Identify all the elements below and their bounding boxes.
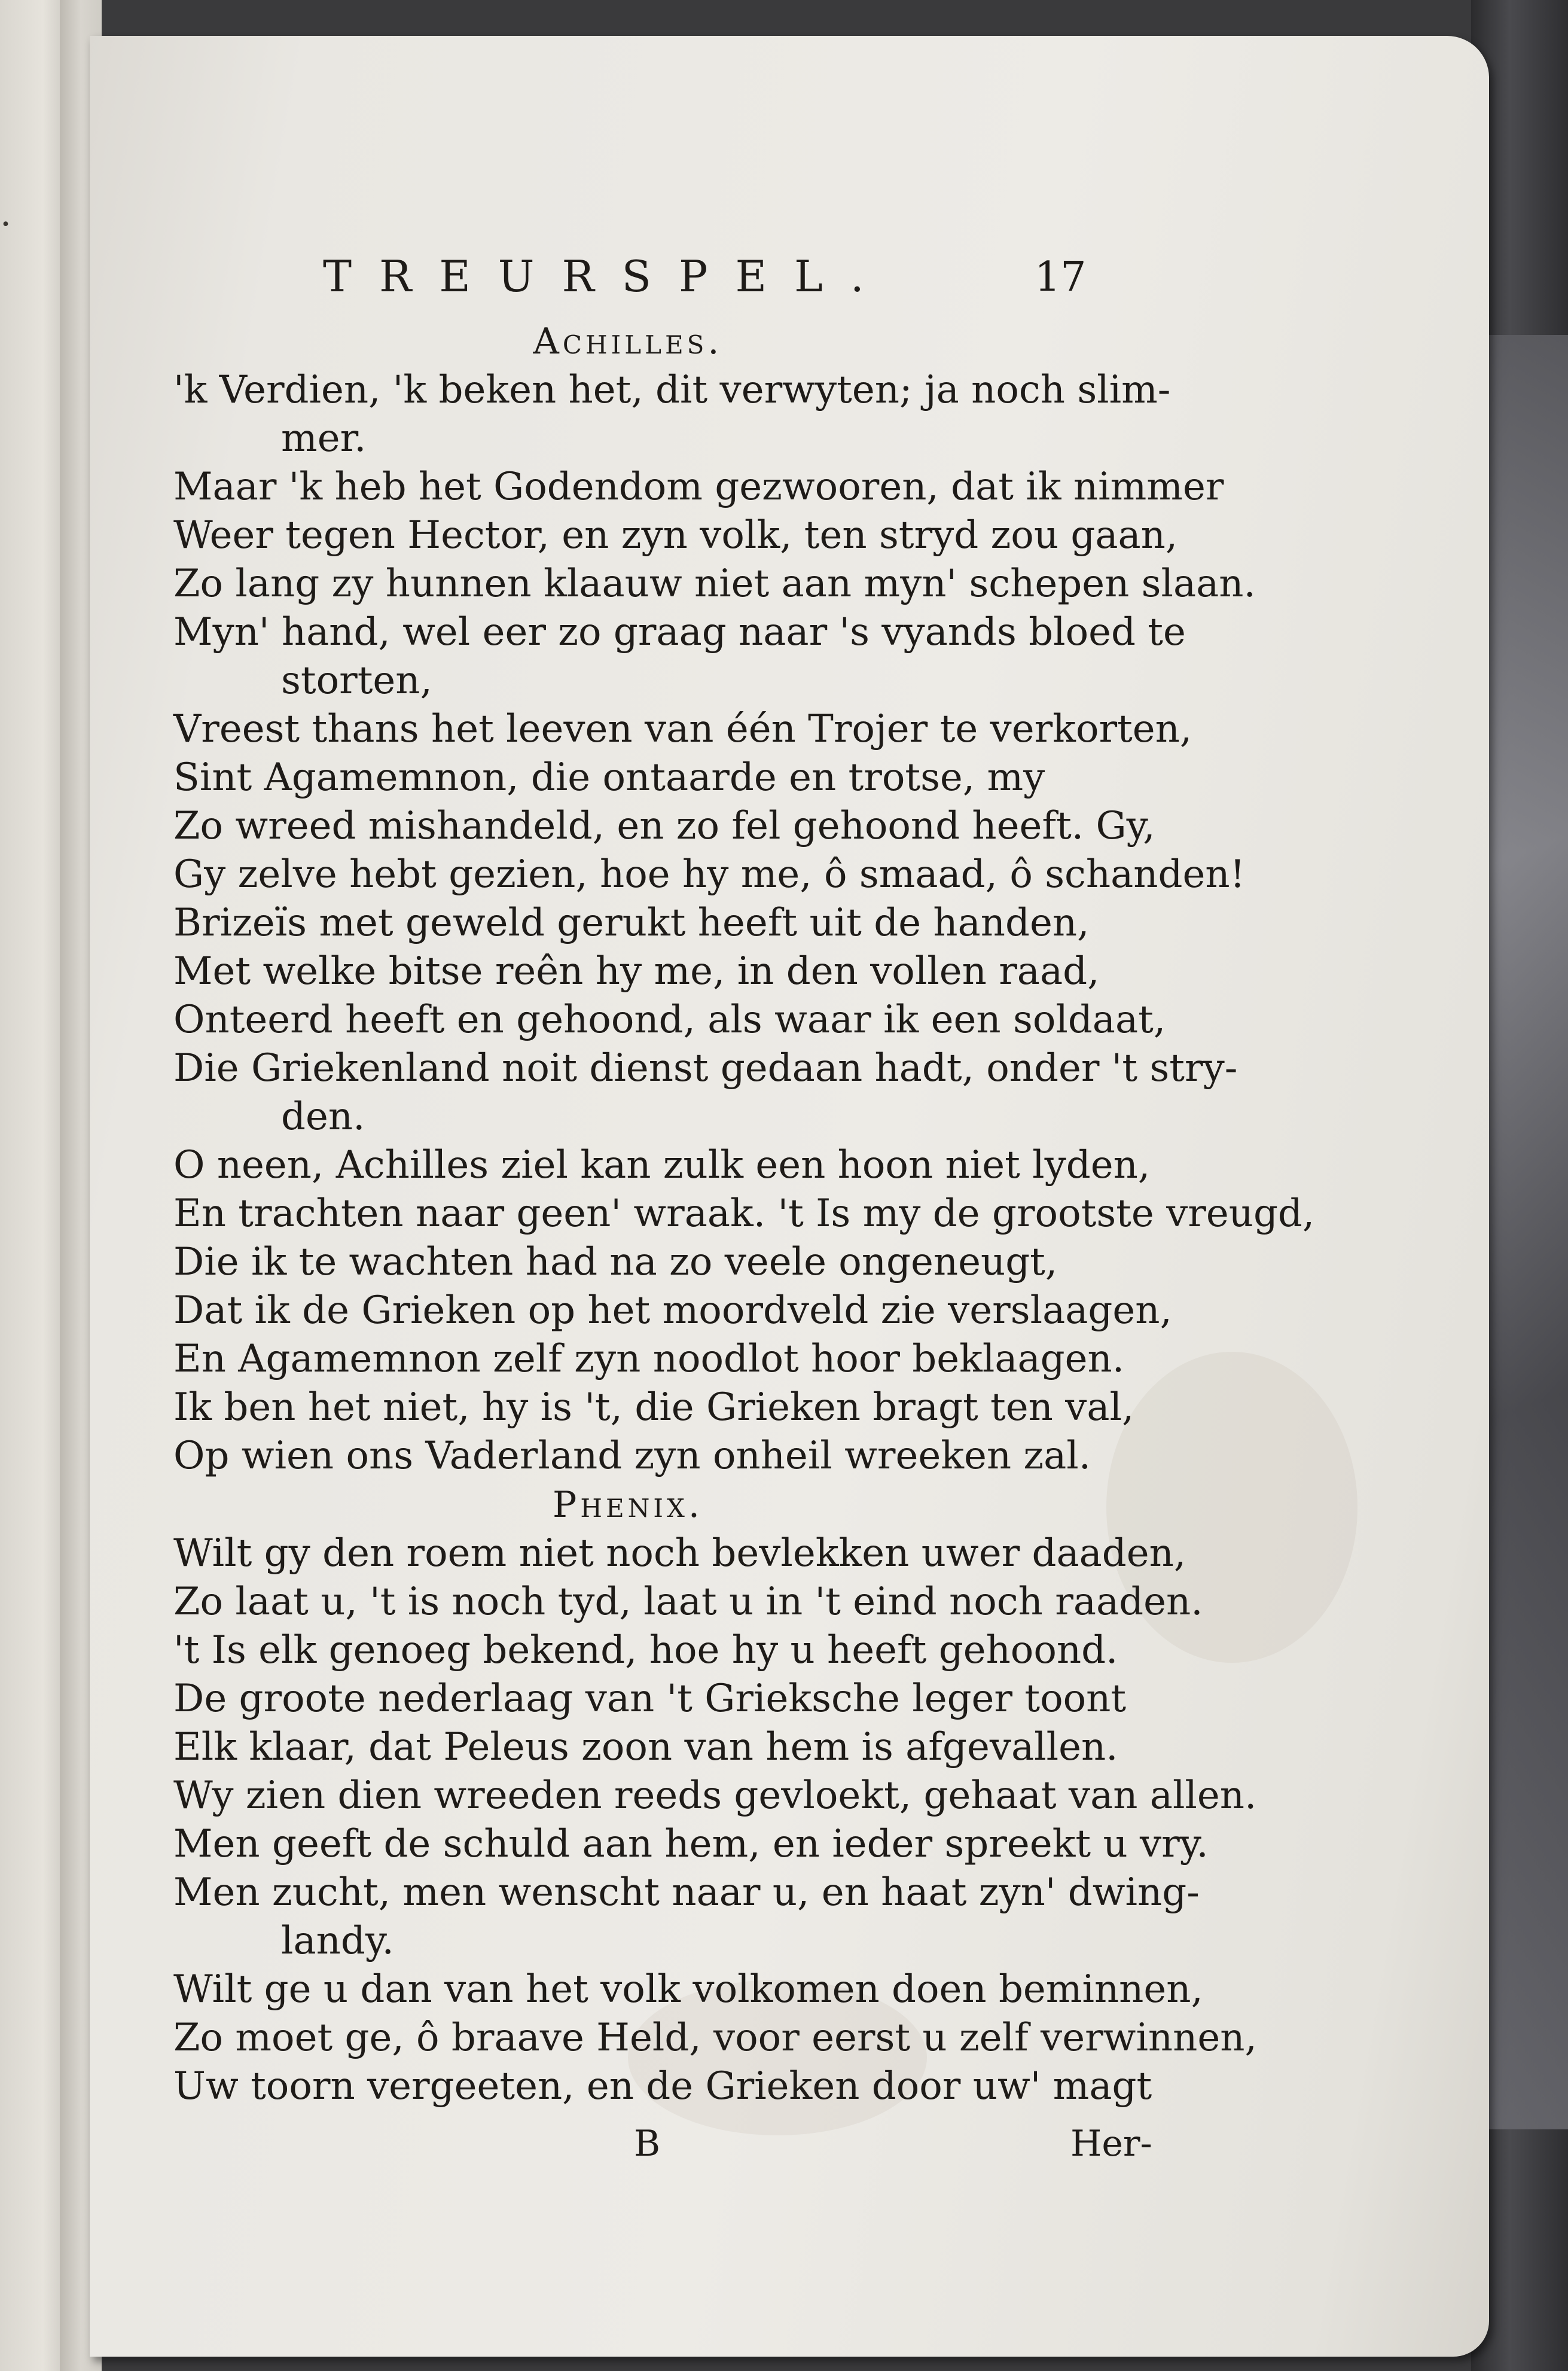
- verse-line: Weer tegen Hector, en zyn volk, ten stryd zou gaan,: [173, 513, 1178, 557]
- dialogue: [173, 317, 1315, 2111]
- verse-line: Ik ben het niet, hy is 't, die Grieken bragt ten val,: [173, 1385, 1134, 1430]
- verse-line: Zo laat u, 't is noch tyd, laat u in 't eind noch raaden.: [173, 1580, 1203, 1624]
- verse-line: Maar 'k heb het Godendom gezwooren, dat ik nimmer: [173, 465, 1224, 509]
- verse-line: 't Is elk genoeg bekend, hoe hy u heeft gehoond.: [173, 1628, 1118, 1672]
- verse-line: mer.: [281, 416, 367, 461]
- verse-line: Myn' hand, wel eer zo graag naar 's vyands bloed te: [173, 610, 1186, 654]
- verse-line: Die Griekenland noit dienst gedaan hadt, onder 't stry-: [173, 1046, 1238, 1090]
- speaker-heading: Phenix.: [553, 1484, 703, 1526]
- running-title: TREURSPEL.: [323, 251, 892, 301]
- verse-line: Uw toorn vergeeten, en de Grieken door uw' magt: [173, 2064, 1152, 2108]
- verse-line: Men zucht, men wenscht naar u, en haat zyn' dwing-: [173, 1870, 1200, 1915]
- verse-line: Met welke bitse reên hy me, in den vollen raad,: [173, 949, 1100, 993]
- verse-line: De groote nederlaag van 't Grieksche leger toont: [173, 1677, 1127, 1721]
- running-head: [173, 251, 1130, 317]
- verse-line: Wy zien dien wreeden reeds gevloekt, gehaat van allen.: [173, 1773, 1257, 1818]
- verse-line: Sint Agamemnon, die ontaarde en trotse, my: [173, 755, 1045, 800]
- margin-mark: ·: [0, 203, 12, 245]
- verse-line: storten,: [281, 659, 432, 703]
- verse-line: Zo wreed mishandeld, en zo fel gehoond heeft. Gy,: [173, 804, 1155, 848]
- verse-line: Wilt ge u dan van het volk volkomen doen beminnen,: [173, 1967, 1203, 2012]
- page-footer: [173, 2123, 1152, 2177]
- page-number: 17: [1035, 254, 1087, 301]
- verse-line: Dat ik de Grieken op het moordveld zie verslaagen,: [173, 1288, 1172, 1333]
- verse-line: Gy zelve hebt gezien, hoe hy me, ô smaad, ô schanden!: [173, 852, 1246, 897]
- verse-line: Op wien ons Vaderland zyn onheil wreeken zal.: [173, 1434, 1091, 1478]
- verse-line: Wilt gy den roem niet noch bevlekken uwer daaden,: [173, 1531, 1186, 1575]
- verse-line: Brizeïs met geweld gerukt heeft uit de handen,: [173, 901, 1090, 945]
- verse-line: Die ik te wachten had na zo veele ongeneugt,: [173, 1240, 1058, 1284]
- verse-line: landy.: [281, 1919, 394, 1963]
- verse-line: Onteerd heeft en gehoond, als waar ik een soldaat,: [173, 998, 1166, 1042]
- signature-mark: B: [634, 2123, 661, 2165]
- verse-line: Men geeft de schuld aan hem, en ieder spreekt u vry.: [173, 1822, 1209, 1866]
- verse-line: 'k Verdien, 'k beken het, dit verwyten; ja noch slim-: [173, 368, 1171, 412]
- verse-line: den.: [281, 1095, 365, 1139]
- verse-line: En Agamemnon zelf zyn noodlot hoor beklaagen.: [173, 1337, 1125, 1381]
- verse-line: Zo lang zy hunnen klaauw niet aan myn' schepen slaan.: [173, 562, 1256, 606]
- speaker-heading: Achilles.: [533, 321, 723, 362]
- catchword: Her-: [1070, 2123, 1152, 2165]
- verse-line: Vreest thans het leeven van één Trojer te verkorten,: [173, 707, 1192, 751]
- page-text: [173, 251, 1315, 2177]
- verse-line: O neen, Achilles ziel kan zulk een hoon niet lyden,: [173, 1143, 1151, 1187]
- verse-line: Elk klaar, dat Peleus zoon van hem is afgevallen.: [173, 1725, 1118, 1769]
- verse-line: En trachten naar geen' wraak. 't Is my de grootste vreugd,: [173, 1191, 1315, 1236]
- verse-line: Zo moet ge, ô braave Held, voor eerst u zelf verwinnen,: [173, 2016, 1257, 2060]
